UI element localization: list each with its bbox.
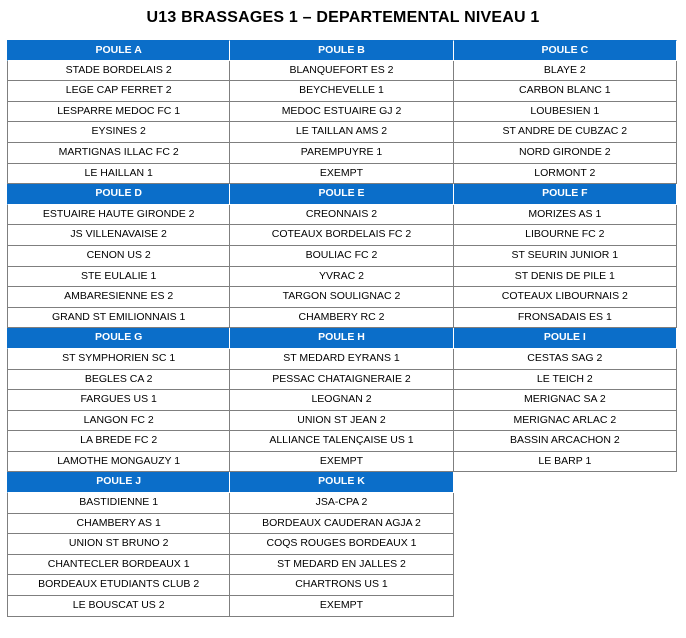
- team-cell: LORMONT 2: [454, 164, 677, 185]
- group-header: POULE H: [230, 328, 453, 349]
- groups-table: [7, 40, 677, 617]
- team-cell: PAREMPUYRE 1: [230, 143, 453, 164]
- group-header: POULE K: [230, 472, 453, 493]
- table-row: [7, 267, 677, 288]
- team-cell: STE EULALIE 1: [7, 267, 230, 288]
- table-row: [7, 349, 677, 370]
- group-header: POULE F: [454, 184, 677, 205]
- team-cell: MARTIGNAS ILLAC FC 2: [7, 143, 230, 164]
- team-cell: ALLIANCE TALENÇAISE US 1: [230, 431, 453, 452]
- team-cell: LANGON FC 2: [7, 411, 230, 432]
- empty-cell: [454, 596, 677, 617]
- team-cell: ST DENIS DE PILE 1: [454, 267, 677, 288]
- team-cell: CHARTRONS US 1: [230, 575, 453, 596]
- empty-cell: [454, 493, 677, 514]
- table-row: [7, 431, 677, 452]
- team-cell: EXEMPT: [230, 596, 453, 617]
- table-row: [7, 452, 677, 473]
- team-cell: LESPARRE MEDOC FC 1: [7, 102, 230, 123]
- team-cell: BLAYE 2: [454, 61, 677, 82]
- empty-cell: [454, 472, 677, 493]
- team-cell: PESSAC CHATAIGNERAIE 2: [230, 370, 453, 391]
- team-cell: LE TEICH 2: [454, 370, 677, 391]
- table-row: [7, 411, 677, 432]
- table-row: [7, 102, 677, 123]
- team-cell: BASTIDIENNE 1: [7, 493, 230, 514]
- team-cell: LIBOURNE FC 2: [454, 225, 677, 246]
- group-header: POULE I: [454, 328, 677, 349]
- team-cell: UNION ST JEAN 2: [230, 411, 453, 432]
- table-row: [7, 575, 677, 596]
- team-cell: YVRAC 2: [230, 267, 453, 288]
- table-row: [7, 370, 677, 391]
- team-cell: UNION ST BRUNO 2: [7, 534, 230, 555]
- team-cell: TARGON SOULIGNAC 2: [230, 287, 453, 308]
- table-row: [7, 287, 677, 308]
- team-cell: STADE BORDELAIS 2: [7, 61, 230, 82]
- team-cell: MERIGNAC SA 2: [454, 390, 677, 411]
- table-row: [7, 534, 677, 555]
- team-cell: ST MEDARD EYRANS 1: [230, 349, 453, 370]
- team-cell: MORIZES AS 1: [454, 205, 677, 226]
- team-cell: LE BARP 1: [454, 452, 677, 473]
- table-row: [7, 246, 677, 267]
- team-cell: COTEAUX BORDELAIS FC 2: [230, 225, 453, 246]
- group-header-row: [7, 184, 677, 205]
- table-row: [7, 164, 677, 185]
- team-cell: LE BOUSCAT US 2: [7, 596, 230, 617]
- group-header: POULE G: [7, 328, 230, 349]
- table-row: [7, 493, 677, 514]
- team-cell: LA BREDE FC 2: [7, 431, 230, 452]
- table-row: [7, 596, 677, 617]
- empty-cell: [454, 575, 677, 596]
- table-row: [7, 205, 677, 226]
- team-cell: BORDEAUX CAUDERAN AGJA 2: [230, 514, 453, 535]
- team-cell: AMBARESIENNE ES 2: [7, 287, 230, 308]
- table-row: [7, 514, 677, 535]
- team-cell: COQS ROUGES BORDEAUX 1: [230, 534, 453, 555]
- team-cell: JSA-CPA 2: [230, 493, 453, 514]
- group-header: POULE A: [7, 40, 230, 61]
- team-cell: LE HAILLAN 1: [7, 164, 230, 185]
- team-cell: CHAMBERY RC 2: [230, 308, 453, 329]
- team-cell: ESTUAIRE HAUTE GIRONDE 2: [7, 205, 230, 226]
- table-row: [7, 143, 677, 164]
- team-cell: ST SEURIN JUNIOR 1: [454, 246, 677, 267]
- team-cell: LAMOTHE MONGAUZY 1: [7, 452, 230, 473]
- group-header-row: [7, 472, 677, 493]
- group-header-row: [7, 328, 677, 349]
- team-cell: BLANQUEFORT ES 2: [230, 61, 453, 82]
- team-cell: BEYCHEVELLE 1: [230, 81, 453, 102]
- table-row: [7, 81, 677, 102]
- team-cell: CHAMBERY AS 1: [7, 514, 230, 535]
- team-cell: LEOGNAN 2: [230, 390, 453, 411]
- group-header: POULE C: [454, 40, 677, 61]
- team-cell: MEDOC ESTUAIRE GJ 2: [230, 102, 453, 123]
- team-cell: CREONNAIS 2: [230, 205, 453, 226]
- empty-cell: [454, 534, 677, 555]
- team-cell: CENON US 2: [7, 246, 230, 267]
- empty-cell: [454, 514, 677, 535]
- team-cell: JS VILLENAVAISE 2: [7, 225, 230, 246]
- team-cell: FRONSADAIS ES 1: [454, 308, 677, 329]
- group-header: POULE B: [230, 40, 453, 61]
- table-row: [7, 308, 677, 329]
- team-cell: ST MEDARD EN JALLES 2: [230, 555, 453, 576]
- team-cell: LOUBESIEN 1: [454, 102, 677, 123]
- team-cell: ST SYMPHORIEN SC 1: [7, 349, 230, 370]
- table-row: [7, 555, 677, 576]
- team-cell: ST ANDRE DE CUBZAC 2: [454, 122, 677, 143]
- team-cell: EXEMPT: [230, 164, 453, 185]
- team-cell: BASSIN ARCACHON 2: [454, 431, 677, 452]
- team-cell: FARGUES US 1: [7, 390, 230, 411]
- team-cell: CARBON BLANC 1: [454, 81, 677, 102]
- team-cell: BOULIAC FC 2: [230, 246, 453, 267]
- group-header: POULE E: [230, 184, 453, 205]
- table-row: [7, 225, 677, 246]
- table-row: [7, 122, 677, 143]
- team-cell: BORDEAUX ETUDIANTS CLUB 2: [7, 575, 230, 596]
- team-cell: GRAND ST EMILIONNAIS 1: [7, 308, 230, 329]
- empty-cell: [454, 555, 677, 576]
- table-row: [7, 61, 677, 82]
- group-header-row: [7, 40, 677, 61]
- team-cell: CHANTECLER BORDEAUX 1: [7, 555, 230, 576]
- team-cell: EYSINES 2: [7, 122, 230, 143]
- team-cell: EXEMPT: [230, 452, 453, 473]
- team-cell: LE TAILLAN AMS 2: [230, 122, 453, 143]
- team-cell: MERIGNAC ARLAC 2: [454, 411, 677, 432]
- table-row: [7, 390, 677, 411]
- group-header: POULE J: [7, 472, 230, 493]
- group-header: POULE D: [7, 184, 230, 205]
- team-cell: BEGLES CA 2: [7, 370, 230, 391]
- team-cell: COTEAUX LIBOURNAIS 2: [454, 287, 677, 308]
- page-title: U13 BRASSAGES 1 – DEPARTEMENTAL NIVEAU 1: [146, 9, 540, 26]
- team-cell: CESTAS SAG 2: [454, 349, 677, 370]
- team-cell: LEGE CAP FERRET 2: [7, 81, 230, 102]
- team-cell: NORD GIRONDE 2: [454, 143, 677, 164]
